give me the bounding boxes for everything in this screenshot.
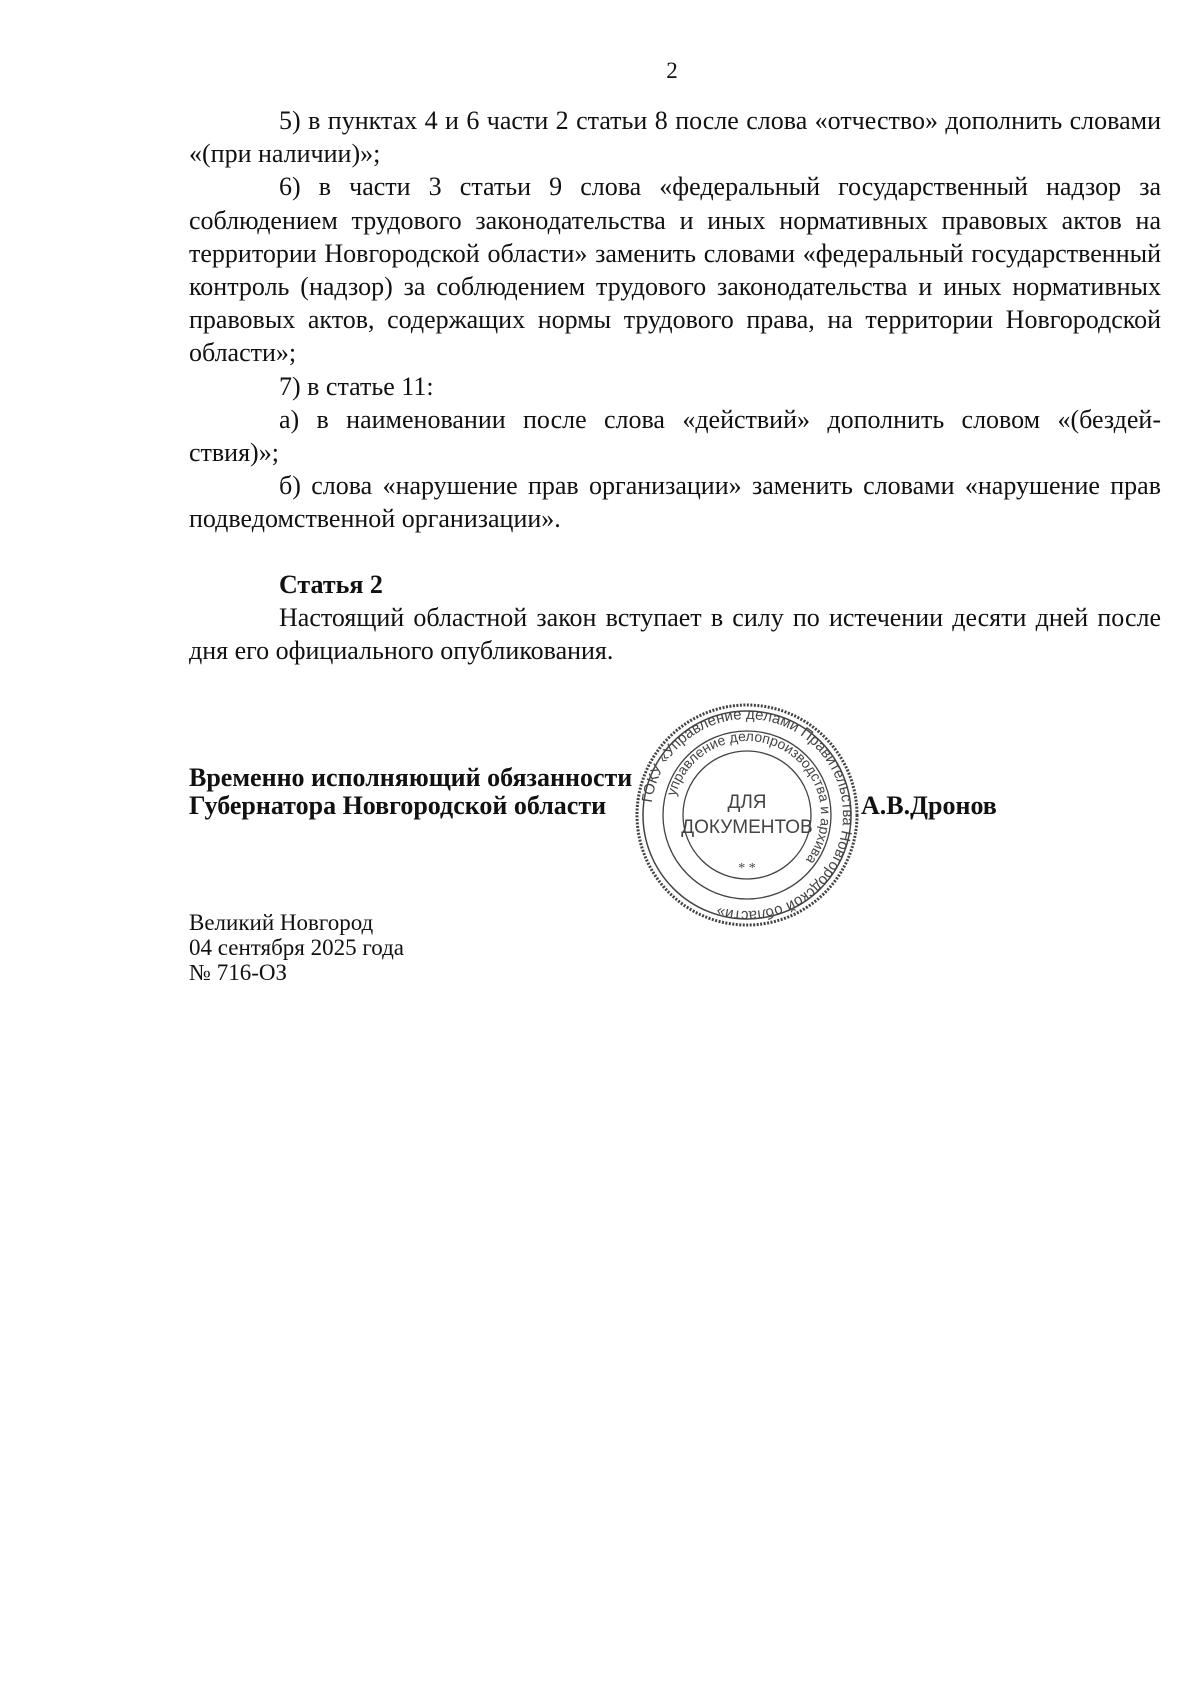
page-number: 2 (666, 58, 678, 83)
article-2-heading: Статья 2 (279, 569, 383, 599)
stamp-center-line2: ДОКУМЕНТОВ (681, 817, 813, 838)
stamp-star-icon: * * (738, 861, 756, 876)
place-date-block (189, 910, 404, 985)
signatory-position-line2: Губернатора Новгородской области (189, 791, 607, 820)
amendment-item-7b: б) слова «нарушение прав организации» заменить словами «нарушение прав подведомственной организации». (189, 471, 1161, 534)
amendment-item-5: 5) в пунктах 4 и 6 части 2 статьи 8 после слова «отчество» дополнить словами «(при наличии)»; (189, 106, 1161, 169)
article-2-text: Настоящий областной закон вступает в силу по истечении десяти дней после дня его официального опубликования. (189, 602, 1161, 666)
signatory-position-line1: Временно исполняющий обязанности (189, 763, 633, 792)
amendment-item-6: 6) в части 3 статьи 9 слова «федеральный государственный надзор за соблюдением трудового законодательства и иных нормативных правовых актов на территории Новгородской области» заменить словами «федеральный государственный контроль (надзор) за соблюдением трудового законодательства и иных нормативных правовых актов, содержащих нормы трудового права, на территории Новгородской области»; (189, 172, 1161, 368)
document-date: 04 сентября 2025 года (189, 935, 404, 960)
stamp-outer-text: ГОКУ «Управление делами Правительства Новгородской области» (638, 705, 857, 925)
document-number: № 716-ОЗ (189, 960, 287, 985)
document-city: Великий Новгород (189, 910, 374, 935)
amendment-item-7a: а) в наименовании после слова «действий» дополнить словом «(бездей-ствия)»; (189, 404, 1161, 468)
stamp-center-line1: ДЛЯ (727, 792, 767, 813)
document-body (189, 104, 1161, 667)
amendment-item-7: 7) в статье 11: (279, 371, 434, 401)
stamp-inner-text: управление делопроизводства и архива (662, 727, 835, 868)
signature-block (189, 764, 1169, 820)
signatory-name: А.В.Дронов (861, 791, 997, 820)
